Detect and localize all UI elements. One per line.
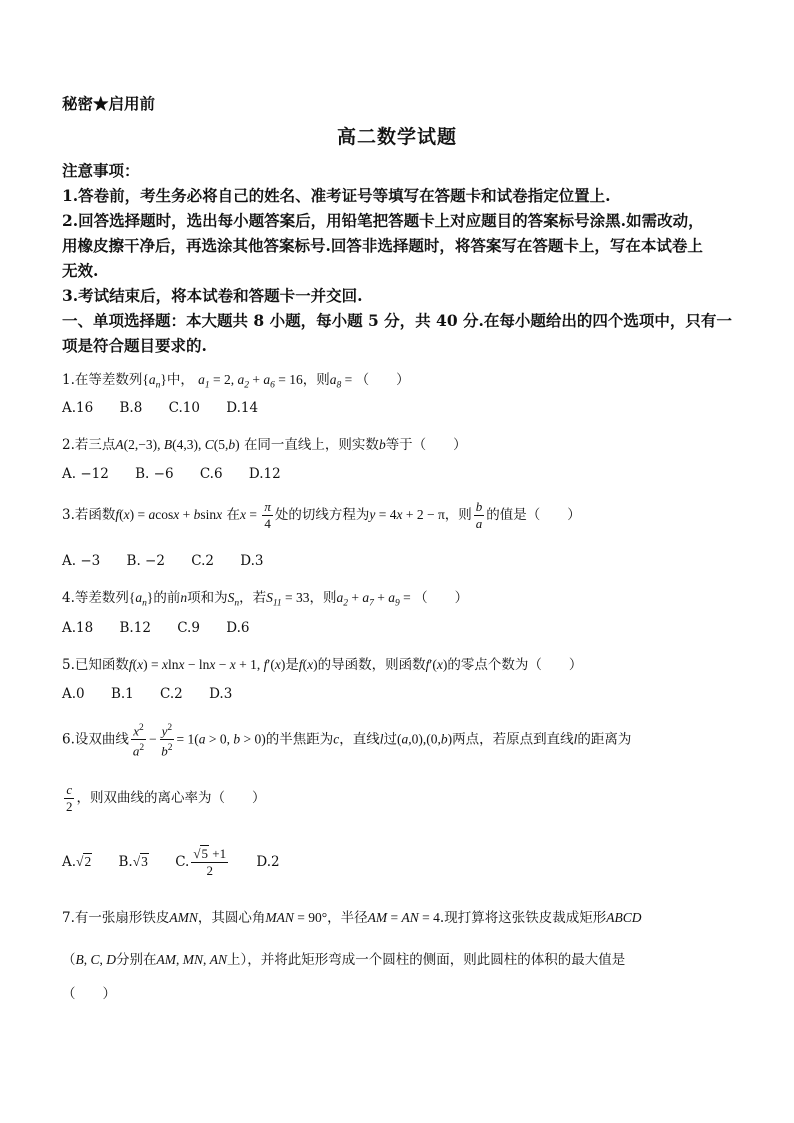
question-7-line-2: （B, C, D分别在AM, MN, AN上），并将此矩形弯成一个圆柱的侧面，则此圆柱的体积的最大值是 xyxy=(62,952,626,968)
math-expr: b xyxy=(378,437,386,452)
math-expr: f′(x) xyxy=(425,657,448,672)
question-4: 4.等差数列$\{a_n\}$的前n项和为$S_n$，若$S_{11} = 33$，则$a_2 + a_7 + a_9$ = （ ） xyxy=(62,590,469,609)
note-2-line-2: 用橡皮擦干净后，再选涂其他答案标号.回答非选择题时，将答案写在答题卡上，写在本试卷上 xyxy=(62,236,703,255)
note-1: 1.答卷前，考生务必将自己的姓名、准考证号等填写在答题卡和试卷指定位置上. xyxy=(62,186,611,205)
option-d: D.2 xyxy=(256,854,280,870)
option-a: A.0 xyxy=(62,686,85,702)
math-expr: AM = AN = 4 xyxy=(367,910,440,925)
question-2-options xyxy=(62,466,281,482)
question-2: 2.若三点A(2,−3), B(4,3), C(5,b) 在同一直线上，则实数b等于（ ） xyxy=(62,437,467,453)
fraction: $\frac{\pi}{4}$ xyxy=(264,499,271,531)
math-expr: = 1(a > 0, b > 0) xyxy=(176,731,266,747)
section-1-heading-line-2: 项是符合题目要求的. xyxy=(62,336,207,355)
fraction: $\frac{√5 +1}{2}$ xyxy=(193,846,227,878)
option-a: A. −3 xyxy=(62,553,101,569)
math-expr: AM, MN, AN xyxy=(156,952,228,967)
option-c: C.10 xyxy=(168,400,200,416)
math-expr: $S_{11} = 33$ xyxy=(266,590,310,609)
option-b: B. −6 xyxy=(135,466,174,482)
math-expr: $\{a_n\}$ xyxy=(142,372,167,391)
question-5-options xyxy=(62,686,232,702)
notes-heading: 注意事项： xyxy=(62,161,140,180)
math-expr: f(x) = acosx + bsinx xyxy=(115,507,223,522)
page-title: 高二数学试题 xyxy=(336,126,457,148)
math-expr: c xyxy=(333,731,340,747)
option-b: B.√3 xyxy=(118,854,148,870)
option-b: B. −2 xyxy=(126,553,165,569)
math-expr: x = xyxy=(239,507,261,522)
math-expr: ABCD xyxy=(606,910,642,925)
section-1-heading-line-1: 一、单项选择题：本大题共 8 小题，每小题 5 分，共 40 分.在每小题给出的四个选项中，只有一 xyxy=(62,311,732,330)
note-3: 3.考试结束后，将本试卷和答题卡一并交回. xyxy=(62,286,363,305)
fraction: $\frac{b}{a}$ xyxy=(475,499,483,531)
option-b: B.12 xyxy=(119,620,151,636)
option-a: A. −12 xyxy=(62,466,109,482)
option-d: D.3 xyxy=(209,686,233,702)
option-a: A.16 xyxy=(62,400,94,416)
question-6-options xyxy=(62,846,280,879)
math-expr: f(x) xyxy=(298,657,318,672)
option-a: A.18 xyxy=(62,620,94,636)
option-c: C.2 xyxy=(160,686,183,702)
question-6: 6.设双曲线 $\frac{x^2}{a^2}$ − $\frac{y^2}{b^2}$ = 1(a > 0, b > 0)的半焦距为c，直线l过(a,0),(0,b)两点，若原点到直线l的距离为 xyxy=(62,720,631,760)
sqrt-2: √2 xyxy=(76,854,92,869)
question-7: 7.有一张扇形铁皮AMN，其圆心角MAN = 90°，半径AM = AN = 4.现打算将这张铁皮裁成矩形ABCD xyxy=(62,910,642,926)
math-expr: l xyxy=(573,731,578,747)
option-d: D.3 xyxy=(240,553,264,569)
option-a: A.√2 xyxy=(62,854,92,870)
math-expr: $a_1 = 2$, $a_2 + a_6 = 16$ xyxy=(198,372,303,391)
question-3-options xyxy=(62,553,264,569)
option-d: D.6 xyxy=(226,620,250,636)
option-b: B.8 xyxy=(119,400,143,416)
fraction: $\frac{y^2}{b^2}$ xyxy=(159,720,174,760)
math-expr: $a_2 + a_7 + a_9$ = xyxy=(336,590,415,609)
math-expr: n xyxy=(180,590,188,605)
sqrt-3: √3 xyxy=(132,854,148,869)
math-expr: (a,0),(0,b) xyxy=(397,731,453,747)
question-5: 5.已知函数f(x) = xlnx − lnx − x + 1, f′(x)是f(x)的导函数，则函数f′(x)的零点个数为（ ） xyxy=(62,657,583,673)
math-expr: $S_n$ xyxy=(227,590,240,609)
math-expr: MAN = 90° xyxy=(265,910,328,925)
math-expr: l xyxy=(379,731,384,747)
option-c: C. $\frac{√5 +1}{2}$ xyxy=(175,846,227,878)
option-d: D.14 xyxy=(226,400,259,416)
option-d: D.12 xyxy=(248,466,281,482)
option-b: B.1 xyxy=(110,686,134,702)
question-7-line-3: （ ） xyxy=(62,986,116,1002)
option-c: C.2 xyxy=(191,553,214,569)
math-expr: AMN xyxy=(169,910,198,925)
option-c: C.6 xyxy=(199,466,223,482)
math-expr: B, C, D xyxy=(75,952,117,967)
question-4-options xyxy=(62,620,249,636)
question-6-line-2: $\frac{c}{2}$ ，则双曲线的离心率为（ ） xyxy=(66,782,266,814)
confidential-mark: 秘密★启用前 xyxy=(62,94,156,113)
math-expr: $\{a_n\}$ xyxy=(128,590,154,609)
math-expr: f(x) = xlnx − lnx − x + 1, f′(x) xyxy=(128,657,286,672)
math-expr: y = 4x + 2 − π xyxy=(369,507,445,522)
option-c: C.9 xyxy=(177,620,200,636)
fraction: $\frac{x^2}{a^2}$ xyxy=(131,720,146,760)
question-1: 1.在等差数列$\{a_n\}$中， $a_1 = 2$, $a_2 + a_6 = 16$，则$a_8$ = （ ） xyxy=(62,372,410,391)
note-2-line-3: 无效. xyxy=(62,261,99,280)
question-1-options xyxy=(62,400,258,416)
math-expr: A(2,−3), B(4,3), C(5,b) xyxy=(115,437,240,452)
math-expr: $a_8$ = xyxy=(329,372,356,391)
fraction: $\frac{c}{2}$ xyxy=(66,782,73,814)
question-3: 3.若函数f(x) = acosx + bsinx 在x = $\frac{\pi}{4}$ 处的切线方程为y = 4x + 2 − π，则 $\frac{b}{a}$ 的值是（ ） xyxy=(62,499,581,531)
note-2-line-1: 2.回答选择题时，选出每小题答案后，用铅笔把答题卡上对应题目的答案标号涂黑.如需改动， xyxy=(62,211,704,230)
